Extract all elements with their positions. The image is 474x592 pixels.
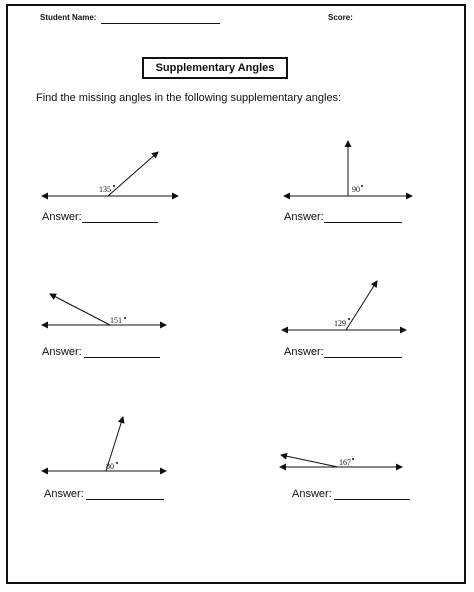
answer-label-4: Answer: bbox=[284, 346, 324, 358]
angle-label-6: 167 bbox=[339, 458, 351, 467]
ray-4 bbox=[346, 281, 377, 330]
angle-label-5: 80 bbox=[106, 462, 114, 471]
worksheet-title: Supplementary Angles bbox=[142, 57, 288, 79]
ray-6 bbox=[281, 455, 338, 467]
degree-mark-1 bbox=[113, 185, 115, 187]
answer-label-5: Answer: bbox=[44, 488, 84, 500]
answer-label-6: Answer: bbox=[292, 488, 332, 500]
degree-mark-4 bbox=[348, 318, 350, 320]
answer-field-1[interactable] bbox=[82, 222, 158, 223]
answer-field-2[interactable] bbox=[324, 222, 402, 223]
angle-label-3: 151 bbox=[110, 316, 122, 325]
ray-1 bbox=[108, 152, 158, 196]
angle-figure-1 bbox=[42, 152, 178, 196]
answer-label-3: Answer: bbox=[42, 346, 82, 358]
degree-mark-3 bbox=[124, 317, 126, 319]
degree-mark-2 bbox=[361, 185, 363, 187]
answer-field-4[interactable] bbox=[324, 357, 402, 358]
angle-label-1: 135 bbox=[99, 185, 111, 194]
score-label: Score: bbox=[328, 13, 353, 22]
degree-mark-6 bbox=[352, 458, 354, 460]
student-name-label: Student Name: bbox=[40, 13, 97, 22]
angle-figure-5 bbox=[42, 417, 166, 471]
answer-field-6[interactable] bbox=[334, 499, 410, 500]
degree-mark-5 bbox=[116, 462, 118, 464]
answer-field-3[interactable] bbox=[84, 357, 160, 358]
angle-label-4: 129 bbox=[334, 319, 346, 328]
answer-label-1: Answer: bbox=[42, 211, 82, 223]
answer-label-2: Answer: bbox=[284, 211, 324, 223]
angle-figure-3 bbox=[42, 294, 166, 325]
instructions: Find the missing angles in the following supplementary angles: bbox=[36, 92, 342, 104]
angle-figure-4 bbox=[282, 281, 406, 330]
answer-field-5[interactable] bbox=[86, 499, 164, 500]
ray-3 bbox=[50, 294, 110, 325]
angle-figure-6 bbox=[280, 455, 402, 467]
angle-label-2: 90 bbox=[352, 185, 360, 194]
angle-figure-2 bbox=[284, 141, 412, 196]
